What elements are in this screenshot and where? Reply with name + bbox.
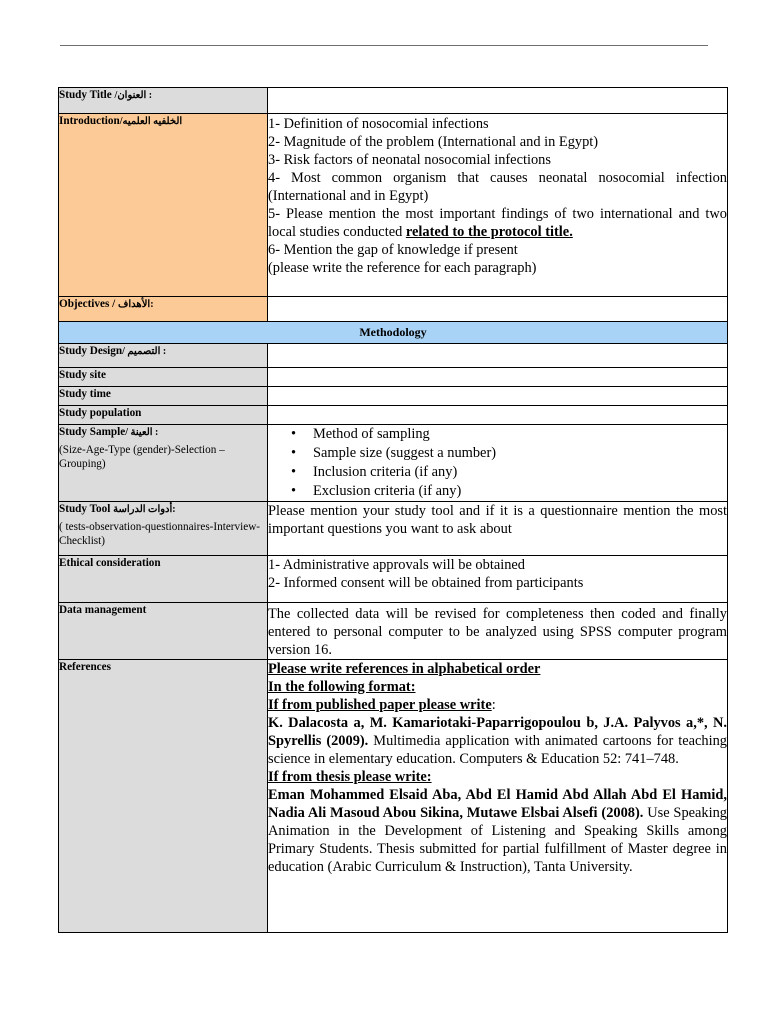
row-ethical-consideration xyxy=(59,556,728,603)
thesis-heading: If from thesis please write: xyxy=(268,769,432,785)
header-rule xyxy=(60,45,708,46)
study-site-label: Study site xyxy=(59,368,268,387)
data-management-field[interactable]: The collected data will be revised for completeness then coded and finally entered to personal computer to be analyzed using SPSS computer program version 16. xyxy=(268,603,728,660)
row-study-sample xyxy=(59,425,728,502)
row-study-title xyxy=(59,88,728,114)
row-methodology-header xyxy=(59,322,728,344)
study-tool-label: Study Tool أدوات الدراسة: ( tests-observation-questionnaires-Interview-Checklist) xyxy=(59,502,268,556)
references-format-heading: In the following format: xyxy=(268,679,416,695)
study-tool-field[interactable]: Please mention your study tool and if it is a questionnaire mention the most important questions you want to ask about xyxy=(268,502,728,556)
list-item: • Sample size (suggest a number) xyxy=(313,444,727,463)
study-site-field[interactable] xyxy=(268,368,728,387)
ethical-consideration-label: Ethical consideration xyxy=(59,556,268,603)
study-time-label: Study time xyxy=(59,387,268,406)
list-item: • Method of sampling xyxy=(313,425,727,444)
references-instruction: Please write references in alphabetical order xyxy=(268,661,541,677)
study-title-label: Study Title /العنوان : xyxy=(59,88,268,114)
ethics-item-1: 1- Administrative approvals will be obtained xyxy=(268,557,525,573)
study-title-field[interactable] xyxy=(268,88,728,114)
intro-item-5: 5- Please mention the most important findings of two international and two local studies conducted related to the protocol title. xyxy=(268,206,727,240)
intro-item-4: 4- Most common organism that causes neonatal nosocomial infection (International and in Egypt) xyxy=(268,170,727,204)
sample-bullet-list xyxy=(268,425,727,501)
study-sample-hint: (Size-Age-Type (gender)-Selection – Grouping) xyxy=(59,444,225,470)
row-study-population xyxy=(59,406,728,425)
row-references xyxy=(59,660,728,933)
ethical-consideration-field[interactable] xyxy=(268,556,728,603)
intro-item-5-emphasis: related to the protocol title. xyxy=(405,224,573,240)
intro-item-2: 2- Magnitude of the problem (International and in Egypt) xyxy=(268,134,599,150)
thesis-example: Eman Mohammed Elsaid Aba, Abd El Hamid Abd Allah Abd El Hamid, Nadia Ali Masoud Abou Sikina, Mutawe Elsbai Alsefi (2008). Use Speaking Animation in the Development of Listening and Speaking Skills among Primary Students. Thesis submitted for partial fulfillment of Master degree in education (Arabic Curriculum & Instruction), Tanta University. xyxy=(268,787,727,875)
study-tool-hint: ( tests-observation-questionnaires-Interview-Checklist) xyxy=(59,521,260,547)
row-introduction xyxy=(59,114,728,297)
objectives-label: Objectives / الأهداف: xyxy=(59,297,268,322)
data-management-label: Data management xyxy=(59,603,268,660)
objectives-field[interactable] xyxy=(268,297,728,322)
row-objectives xyxy=(59,297,728,322)
published-paper-heading: If from published paper please write: xyxy=(268,697,496,713)
list-item: • Exclusion criteria (if any) xyxy=(313,482,727,501)
references-field[interactable] xyxy=(268,660,728,933)
references-label: References xyxy=(59,660,268,933)
row-study-tool xyxy=(59,502,728,556)
study-time-field[interactable] xyxy=(268,387,728,406)
row-study-time xyxy=(59,387,728,406)
ethics-item-2: 2- Informed consent will be obtained from participants xyxy=(268,575,584,591)
intro-note: (please write the reference for each paragraph) xyxy=(268,260,537,276)
protocol-form-table xyxy=(58,87,728,933)
study-population-label: Study population xyxy=(59,406,268,425)
study-design-label: Study Design/ التصميم : xyxy=(59,344,268,368)
published-paper-example: K. Dalacosta a, M. Kamariotaki-Paparrigopoulou b, J.A. Palyvos a,*, N. Spyrellis (2009). Multimedia application with animated cartoons for teaching science in elementary education. Computers & Education 52: 741–748. xyxy=(268,715,727,767)
list-item: • Inclusion criteria (if any) xyxy=(313,463,727,482)
introduction-label: Introduction/الخلفيه العلميه xyxy=(59,114,268,297)
intro-item-3: 3- Risk factors of neonatal nosocomial infections xyxy=(268,152,551,168)
study-design-field[interactable] xyxy=(268,344,728,368)
intro-item-1: 1- Definition of nosocomial infections xyxy=(268,116,489,132)
intro-item-6: 6- Mention the gap of knowledge if present xyxy=(268,242,518,258)
study-sample-label: Study Sample/ العينة : (Size-Age-Type (gender)-Selection – Grouping) xyxy=(59,425,268,502)
row-study-design xyxy=(59,344,728,368)
introduction-field[interactable] xyxy=(268,114,728,297)
row-study-site xyxy=(59,368,728,387)
study-population-field[interactable] xyxy=(268,406,728,425)
row-data-management xyxy=(59,603,728,660)
methodology-header: Methodology xyxy=(59,322,728,344)
study-sample-field[interactable] xyxy=(268,425,728,502)
